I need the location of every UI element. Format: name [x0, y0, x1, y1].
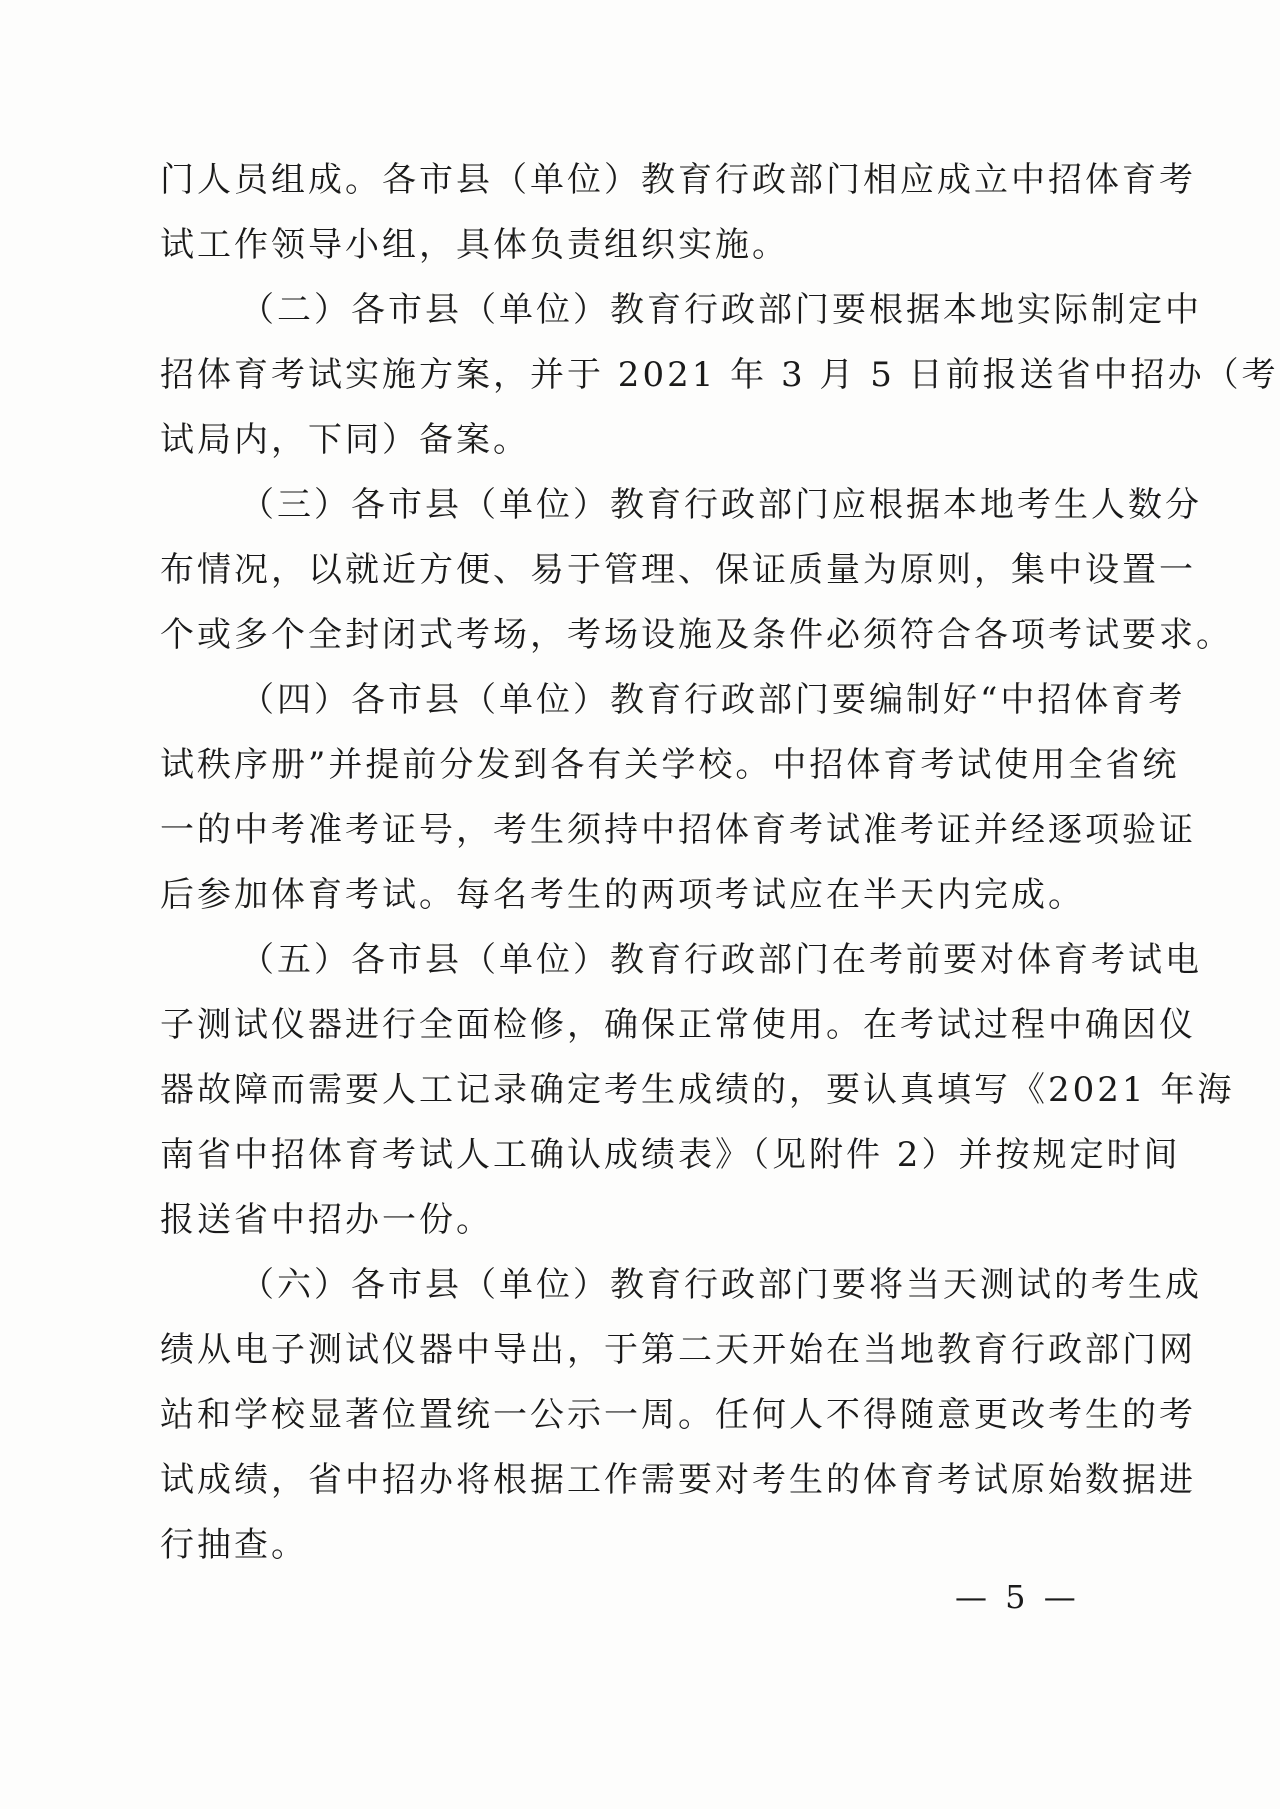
text-line: 后参加体育考试。每名考生的两项考试应在半天内完成。	[160, 875, 1085, 915]
text-line: （六）各市县（单位）教育行政部门要将当天测试的考生成	[240, 1265, 1202, 1305]
text-line: 报送省中招办一份。	[160, 1200, 493, 1240]
text-line: 布情况，以就近方便、易于管理、保证质量为原则，集中设置一	[160, 550, 1196, 590]
text-line: （五）各市县（单位）教育行政部门在考前要对体育考试电	[240, 940, 1202, 980]
text-line: （二）各市县（单位）教育行政部门要根据本地实际制定中	[240, 290, 1202, 330]
page-number: — 5 —	[955, 1578, 1080, 1616]
text-line: 个或多个全封闭式考场，考场设施及条件必须符合各项考试要求。	[160, 615, 1233, 655]
body-text	[160, 148, 1279, 1578]
text-line: 一的中考准考证号，考生须持中招体育考试准考证并经逐项验证	[160, 810, 1196, 850]
text-line: 站和学校显著位置统一公示一周。任何人不得随意更改考生的考	[160, 1395, 1196, 1435]
text-line: 招体育考试实施方案，并于 2021 年 3 月 5 日前报送省中招办（考	[160, 355, 1279, 395]
text-line: 行抽查。	[160, 1525, 308, 1565]
text-line: 试成绩，省中招办将根据工作需要对考生的体育考试原始数据进	[160, 1460, 1196, 1500]
text-line: 器故障而需要人工记录确定考生成绩的，要认真填写《2021 年海	[160, 1070, 1235, 1110]
text-line: 绩从电子测试仪器中导出，于第二天开始在当地教育行政部门网	[160, 1330, 1196, 1370]
text-line: （四）各市县（单位）教育行政部门要编制好“中招体育考	[240, 680, 1186, 720]
text-line: 试工作领导小组，具体负责组织实施。	[160, 225, 789, 265]
text-line: 试局内，下同）备案。	[160, 420, 530, 460]
text-line: 门人员组成。各市县（单位）教育行政部门相应成立中招体育考	[160, 160, 1196, 200]
text-line: 试秩序册”并提前分发到各有关学校。中招体育考试使用全省统	[160, 745, 1180, 785]
text-line: 子测试仪器进行全面检修，确保正常使用。在考试过程中确因仪	[160, 1005, 1196, 1045]
text-line: （三）各市县（单位）教育行政部门应根据本地考生人数分	[240, 485, 1202, 525]
text-line: 南省中招体育考试人工确认成绩表》（见附件 2）并按规定时间	[160, 1135, 1181, 1175]
